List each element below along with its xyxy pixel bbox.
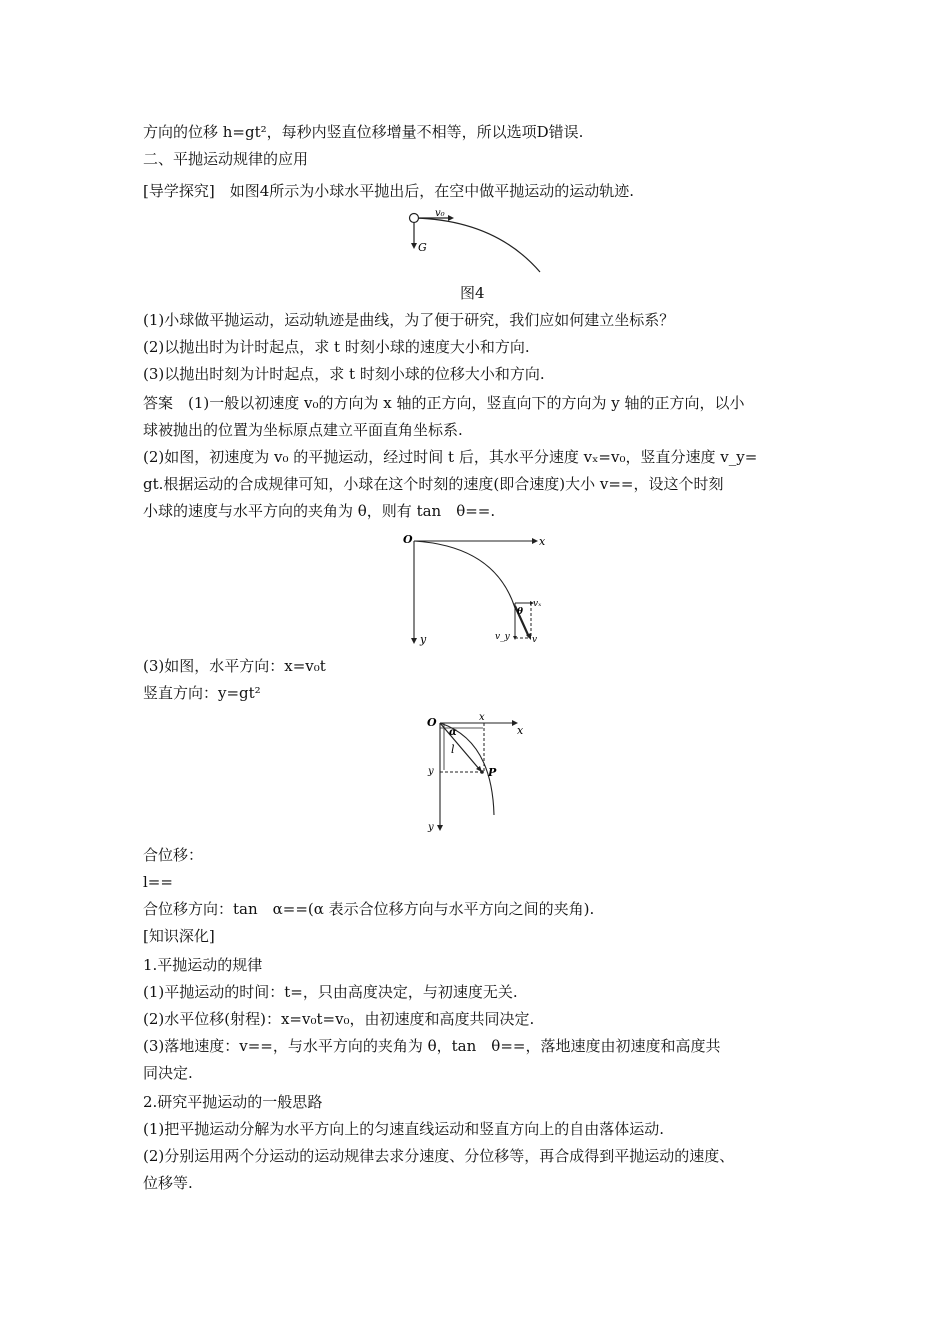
text-line: (2)如图，初速度为 v₀ 的平抛运动，经过时间 t 后，其水平分速度 vₓ=v₀，竖直分速度 v_y= bbox=[143, 448, 758, 466]
text-line: 竖直方向：y=gt² bbox=[143, 684, 261, 702]
y-axis-arrowhead bbox=[437, 825, 443, 831]
text-line: [导学探究] 如图4所示为小球水平抛出后，在空中做平抛运动的运动轨迹. bbox=[143, 182, 635, 200]
ball bbox=[410, 214, 419, 223]
text-line: 方向的位移 h=gt²，每秒内竖直位移增量不相等，所以选项D错误. bbox=[143, 123, 584, 141]
text-line: 合位移方向：tan α==(α 表示合位移方向与水平方向之间的夹角). bbox=[143, 900, 595, 918]
x-axis-label: x bbox=[539, 535, 546, 548]
formula-line: l== bbox=[143, 873, 173, 891]
text-line: gt.根据运动的合成规律可知，小球在这个时刻的速度(即合速度)大小 v==，设这个时刻 bbox=[143, 475, 724, 493]
text-line: 位移等. bbox=[143, 1174, 193, 1192]
figure-displacement-decomposition bbox=[422, 710, 542, 835]
question-3: (3)以抛出时刻为计时起点，求 t 时刻小球的位移大小和方向. bbox=[143, 365, 545, 383]
section-heading: 二、平抛运动规律的应用 bbox=[143, 150, 309, 168]
l-label: l bbox=[451, 743, 455, 756]
subsection-heading: 2.研究平抛运动的一般思路 bbox=[143, 1093, 323, 1111]
v0-arrowhead bbox=[448, 215, 454, 221]
point-P bbox=[480, 770, 484, 774]
gravity-label: G bbox=[418, 241, 427, 254]
y-projection-label: y bbox=[428, 766, 434, 777]
text-line: 同决定. bbox=[143, 1064, 193, 1082]
vy-label: v_y bbox=[495, 632, 510, 642]
y-axis-label: y bbox=[420, 633, 427, 646]
alpha-label: α bbox=[449, 727, 457, 738]
text-line: (1)把平抛运动分解为水平方向上的匀速直线运动和竖直方向上的自由落体运动. bbox=[143, 1120, 665, 1138]
question-1: (1)小球做平抛运动，运动轨迹是曲线，为了便于研究，我们应如何建立坐标系？ bbox=[143, 311, 675, 329]
text-line: (2)水平位移(射程)：x=v₀t=v₀，由初速度和高度共同决定. bbox=[143, 1010, 535, 1028]
text-line: (2)分别运用两个分运动的运动规律去求分速度、分位移等，再合成得到平抛运动的速度、 bbox=[143, 1147, 735, 1165]
text-line: (3)如图，水平方向：x=v₀t bbox=[143, 657, 326, 675]
figure-4-projectile-trajectory bbox=[400, 205, 560, 280]
answer-line: 答案 (1)一般以初速度 v₀的方向为 x 轴的正方向，竖直向下的方向为 y 轴的正方向，以小 bbox=[143, 394, 745, 412]
gravity-arrowhead bbox=[411, 243, 417, 249]
figure-4-caption: 图4 bbox=[460, 284, 485, 302]
point-P-label: P bbox=[488, 766, 497, 779]
figure-velocity-decomposition bbox=[400, 528, 560, 653]
text-line: 球被抛出的位置为坐标原点建立平面直角坐标系. bbox=[143, 421, 463, 439]
text-line: 合位移： bbox=[143, 846, 204, 864]
text-line: (3)落地速度：v==，与水平方向的夹角为 θ，tan θ==，落地速度由初速度和高度共 bbox=[143, 1037, 721, 1055]
text-line: (1)平抛运动的时间：t=，只由高度决定，与初速度无关. bbox=[143, 983, 518, 1001]
subsection-heading: 1.平抛运动的规律 bbox=[143, 956, 263, 974]
x-axis-label: x bbox=[517, 724, 524, 737]
section-heading: [知识深化] bbox=[143, 927, 215, 945]
question-2: (2)以抛出时为计时起点，求 t 时刻小球的速度大小和方向. bbox=[143, 338, 530, 356]
v0-label: v₀ bbox=[435, 208, 445, 219]
v-label: v bbox=[532, 635, 538, 645]
trajectory-curve bbox=[414, 541, 515, 608]
text-line: 小球的速度与水平方向的夹角为 θ，则有 tan θ==. bbox=[143, 502, 496, 520]
trajectory-curve bbox=[414, 218, 540, 272]
vx-label: vₓ bbox=[533, 599, 542, 609]
x-axis-arrowhead bbox=[532, 538, 538, 544]
y-axis-label: y bbox=[428, 822, 434, 833]
theta-label: θ bbox=[517, 607, 524, 617]
origin-label: O bbox=[427, 716, 437, 729]
origin-label: O bbox=[403, 533, 413, 546]
y-axis-arrowhead bbox=[411, 638, 417, 644]
x-projection-label: x bbox=[479, 712, 485, 723]
